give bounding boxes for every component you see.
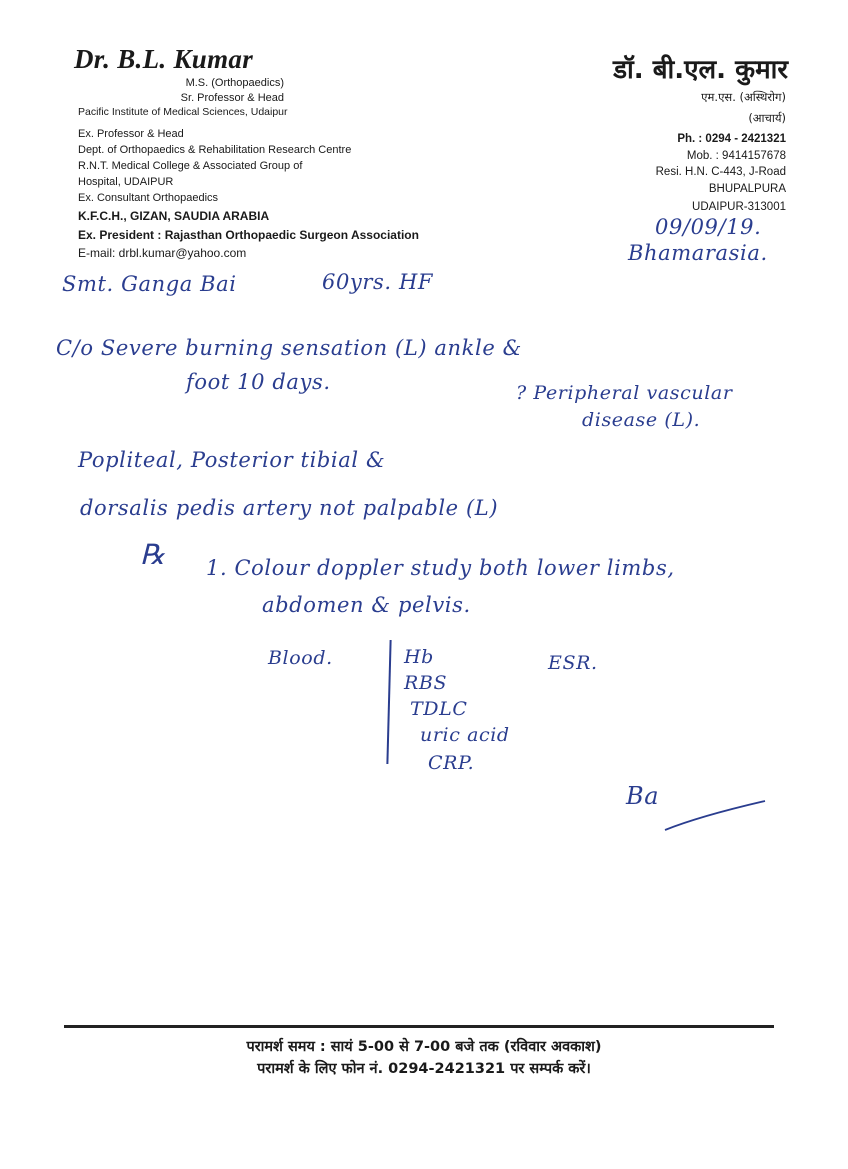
credential-line: Ex. Consultant Orthopaedics <box>78 192 219 204</box>
test-item: CRP. <box>428 752 475 774</box>
doctor-name-hindi: डॉ. बी.एल. कुमार <box>613 55 788 85</box>
examination-line: dorsalis pedis artery not palpable (L) <box>80 496 499 520</box>
president-line: Ex. President : Rajasthan Orthopaedic Surgeon Association <box>78 228 419 242</box>
patient-name: Smt. Ganga Bai <box>62 272 237 296</box>
test-item: RBS <box>404 672 448 694</box>
complaint-line: foot 10 days. <box>186 370 331 394</box>
complaint-line: C/o Severe burning sensation (L) ankle & <box>56 336 522 360</box>
test-list-divider <box>386 640 391 764</box>
credential-line: Ex. Professor & Head <box>78 128 184 140</box>
patient-age-sex: 60yrs. HF <box>322 270 434 294</box>
kfch-line: K.F.C.H., GIZAN, SAUDIA ARABIA <box>78 209 270 223</box>
signature: Ba <box>626 782 660 810</box>
consultation-phone: परामर्श के लिए फोन नं. 0294-2421321 पर सम्पर्क करें। <box>257 1061 591 1077</box>
test-item: uric acid <box>420 724 510 746</box>
area-line: BHUPALPURA <box>708 183 786 195</box>
phone-line: Ph. : 0294 - 2421321 <box>677 133 786 145</box>
esr-item: ESR. <box>548 652 598 674</box>
doctor-degree: M.S. (Orthopaedics) <box>185 77 284 89</box>
handwritten-place: Bhamarasia. <box>628 241 768 265</box>
signature-stroke <box>660 796 770 836</box>
handwritten-date: 09/09/19. <box>655 215 762 239</box>
blood-label: Blood. <box>268 647 333 669</box>
title-hindi: (आचार्य) <box>748 111 786 125</box>
credential-line: Hospital, UDAIPUR <box>78 176 174 188</box>
impression-line: disease (L). <box>582 409 701 431</box>
mobile-line: Mob. : 9414157678 <box>686 150 786 162</box>
prescription-line: abdomen & pelvis. <box>262 593 471 617</box>
doctor-position: Sr. Professor & Head <box>180 92 284 104</box>
test-item: TDLC <box>410 698 468 720</box>
residence-line: Resi. H.N. C-443, J-Road <box>655 166 786 178</box>
credential-line: Dept. of Orthopaedics & Rehabilitation Research Centre <box>78 144 352 156</box>
city-line: UDAIPUR-313001 <box>692 201 786 213</box>
degree-hindi: एम.एस. (अस्थिरोग) <box>701 90 786 104</box>
email-line: E-mail: drbl.kumar@yahoo.com <box>78 246 247 260</box>
test-item: Hb <box>404 646 434 668</box>
footer-divider <box>64 1025 774 1028</box>
examination-line: Popliteal, Posterior tibial & <box>78 448 386 472</box>
doctor-name: Dr. B.L. Kumar <box>74 44 254 74</box>
doctor-institute: Pacific Institute of Medical Sciences, Udaipur <box>78 106 288 118</box>
credential-line: R.N.T. Medical College & Associated Group of <box>78 160 303 172</box>
consultation-hours: परामर्श समय : सायं 5-00 से 7-00 बजे तक (रविवार अवकाश) <box>246 1039 602 1055</box>
impression-line: ? Peripheral vascular <box>516 382 733 404</box>
prescription-line: 1. Colour doppler study both lower limbs, <box>206 556 675 580</box>
rx-symbol: ℞ <box>140 538 166 571</box>
